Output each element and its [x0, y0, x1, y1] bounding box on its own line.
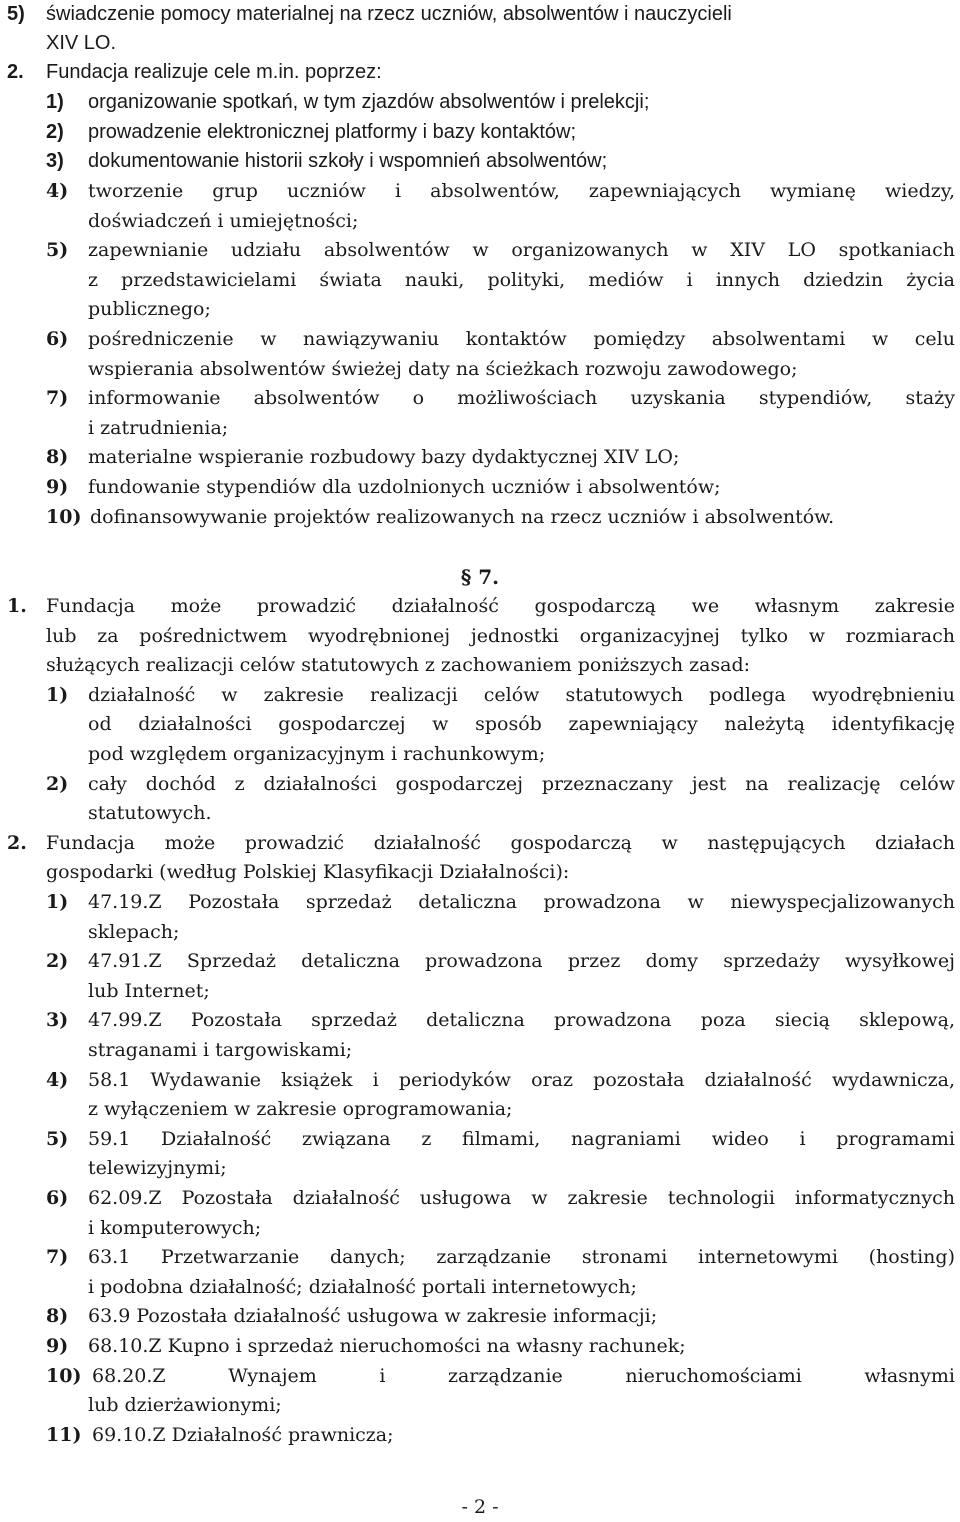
list-number: 7): [46, 1246, 69, 1269]
list-item-text: statutowych.: [88, 802, 212, 825]
list-number: 5): [46, 1127, 69, 1150]
list-number: 11): [46, 1423, 82, 1446]
list-item-text: 63.1 Przetwarzanie danych; zarządzanie stronami internetowymi (hosting): [88, 1246, 955, 1269]
list-item-text: z wyłączeniem w zakresie oprogramowania;: [88, 1098, 513, 1121]
paragraph-text: gospodarki (według Polskiej Klasyfikacji Działalności):: [46, 861, 570, 884]
list-number: 10): [46, 1364, 82, 1387]
list-number: 3): [46, 1009, 69, 1032]
list-item-text: publicznego;: [88, 298, 211, 321]
list-item-text: pod względem organizacyjnym i rachunkowym;: [88, 743, 546, 765]
list-item-text: dokumentowanie historii szkoły i wspomnień absolwentów;: [88, 150, 608, 172]
paragraph-text: Fundacja realizuje cele m.in. poprzez:: [46, 61, 382, 83]
list-item-text: 68.20.Z Wynajem i zarządzanie nieruchomościami własnymi: [92, 1364, 955, 1387]
list-item-text: wspierania absolwentów świeżej daty na ścieżkach rozwoju zawodowego;: [88, 357, 798, 380]
list-number: 5): [7, 3, 25, 25]
list-number: 2): [46, 950, 69, 973]
list-item-text: prowadzenie elektronicznej platformy i bazy kontaktów;: [88, 120, 577, 143]
list-item-text: 69.10.Z Działalność prawnicza;: [92, 1423, 394, 1446]
paragraph-text: Fundacja może prowadzić działalność gospodarczą we własnym zakresie: [46, 595, 955, 617]
list-item-text: XIV LO.: [46, 32, 117, 54]
list-item-text: 47.99.Z Pozostała sprzedaż detaliczna prowadzona poza siecią sklepową,: [88, 1009, 955, 1032]
list-item-text: 58.1 Wydawanie książek i periodyków oraz pozostała działalność wydawnicza,: [88, 1068, 955, 1091]
list-item-text: z przedstawicielami świata nauki, polityki, mediów i innych dziedzin życia: [88, 268, 955, 291]
list-number: 8): [46, 1305, 69, 1328]
list-item-text: 63.9 Pozostała działalność usługowa w zakresie informacji;: [88, 1305, 658, 1328]
list-number: 1): [46, 891, 69, 913]
list-item-text: zapewnianie udziału absolwentów w organizowanych w XIV LO spotkaniach: [88, 239, 955, 262]
section-title: § 7.: [460, 565, 500, 589]
list-number: 9): [46, 1335, 69, 1357]
list-item-text: i zatrudnienia;: [88, 416, 229, 439]
paragraph-text: lub za pośrednictwem wyodrębnionej jednostki organizacyjnej tylko w rozmiarach: [46, 624, 955, 647]
list-item-text: 59.1 Działalność związana z filmami, nagraniami wideo i programami: [88, 1127, 955, 1150]
list-item-text: działalność w zakresie realizacji celów statutowych podlega wyodrębnieniu: [88, 683, 955, 706]
paragraph-text: Fundacja może prowadzić działalność gospodarczą w następujących działach: [46, 831, 955, 854]
list-number: 2): [46, 772, 69, 795]
list-item-text: doświadczeń i umiejętności;: [88, 209, 359, 232]
list-item-text: cały dochód z działalności gospodarczej przeznaczany jest na realizację celów: [88, 772, 955, 795]
list-item-text: telewizyjnymi;: [88, 1157, 227, 1180]
list-number: 6): [46, 1187, 69, 1209]
list-item-text: lub Internet;: [88, 979, 210, 1002]
list-item-text: pośredniczenie w nawiązywaniu kontaktów pomiędzy absolwentami w celu: [88, 328, 955, 350]
list-item-text: i komputerowych;: [88, 1216, 262, 1239]
list-number: 7): [46, 387, 69, 410]
list-number: 2.: [7, 61, 24, 83]
list-item-text: lub dzierżawionymi;: [88, 1394, 282, 1417]
list-number: 10): [46, 505, 82, 528]
list-item-text: i podobna działalność; działalność portali internetowych;: [88, 1275, 637, 1298]
page-number: - 2 -: [461, 1496, 499, 1518]
list-item-text: organizowanie spotkań, w tym zjazdów absolwentów i prelekcji;: [88, 91, 650, 113]
paragraph-number: 1.: [7, 595, 27, 617]
list-number: 4): [46, 1068, 69, 1091]
list-number: 6): [46, 328, 69, 350]
list-number: 9): [46, 476, 69, 498]
list-item-text: 47.91.Z Sprzedaż detaliczna prowadzona przez domy sprzedaży wysyłkowej: [88, 950, 955, 973]
list-number: 4): [46, 180, 69, 202]
list-item-text: świadczenie pomocy materialnej na rzecz uczniów, absolwentów i nauczycieli: [46, 3, 732, 25]
list-number: 5): [46, 239, 69, 262]
list-number: 1): [46, 91, 64, 113]
list-item-text: straganami i targowiskami;: [88, 1039, 353, 1061]
list-item-text: 47.19.Z Pozostała sprzedaż detaliczna prowadzona w niewyspecjalizowanych: [88, 891, 955, 913]
list-item-text: materialne wspieranie rozbudowy bazy dydaktycznej XIV LO;: [88, 446, 680, 469]
list-number: 2): [46, 120, 64, 143]
list-item-text: dofinansowywanie projektów realizowanych na rzecz uczniów i absolwentów.: [90, 505, 835, 528]
list-item-text: 68.10.Z Kupno i sprzedaż nieruchomości na własny rachunek;: [88, 1335, 686, 1357]
list-item-text: 62.09.Z Pozostała działalność usługowa w zakresie technologii informatycznych: [88, 1187, 955, 1209]
list-item-text: tworzenie grup uczniów i absolwentów, zapewniających wymianę wiedzy,: [88, 180, 955, 202]
list-item-text: informowanie absolwentów o możliwościach uzyskania stypendiów, staży: [88, 387, 955, 410]
list-item-text: od działalności gospodarczej w sposób zapewniający należytą identyfikację: [88, 713, 955, 736]
list-item-text: fundowanie stypendiów dla uzdolnionych uczniów i absolwentów;: [88, 476, 721, 498]
paragraph-text: służących realizacji celów statutowych z zachowaniem poniższych zasad:: [46, 654, 751, 677]
list-number: 3): [46, 150, 64, 172]
list-item-text: sklepach;: [88, 920, 180, 943]
paragraph-number: 2.: [7, 831, 27, 854]
list-number: 1): [46, 683, 69, 706]
list-number: 8): [46, 446, 69, 469]
